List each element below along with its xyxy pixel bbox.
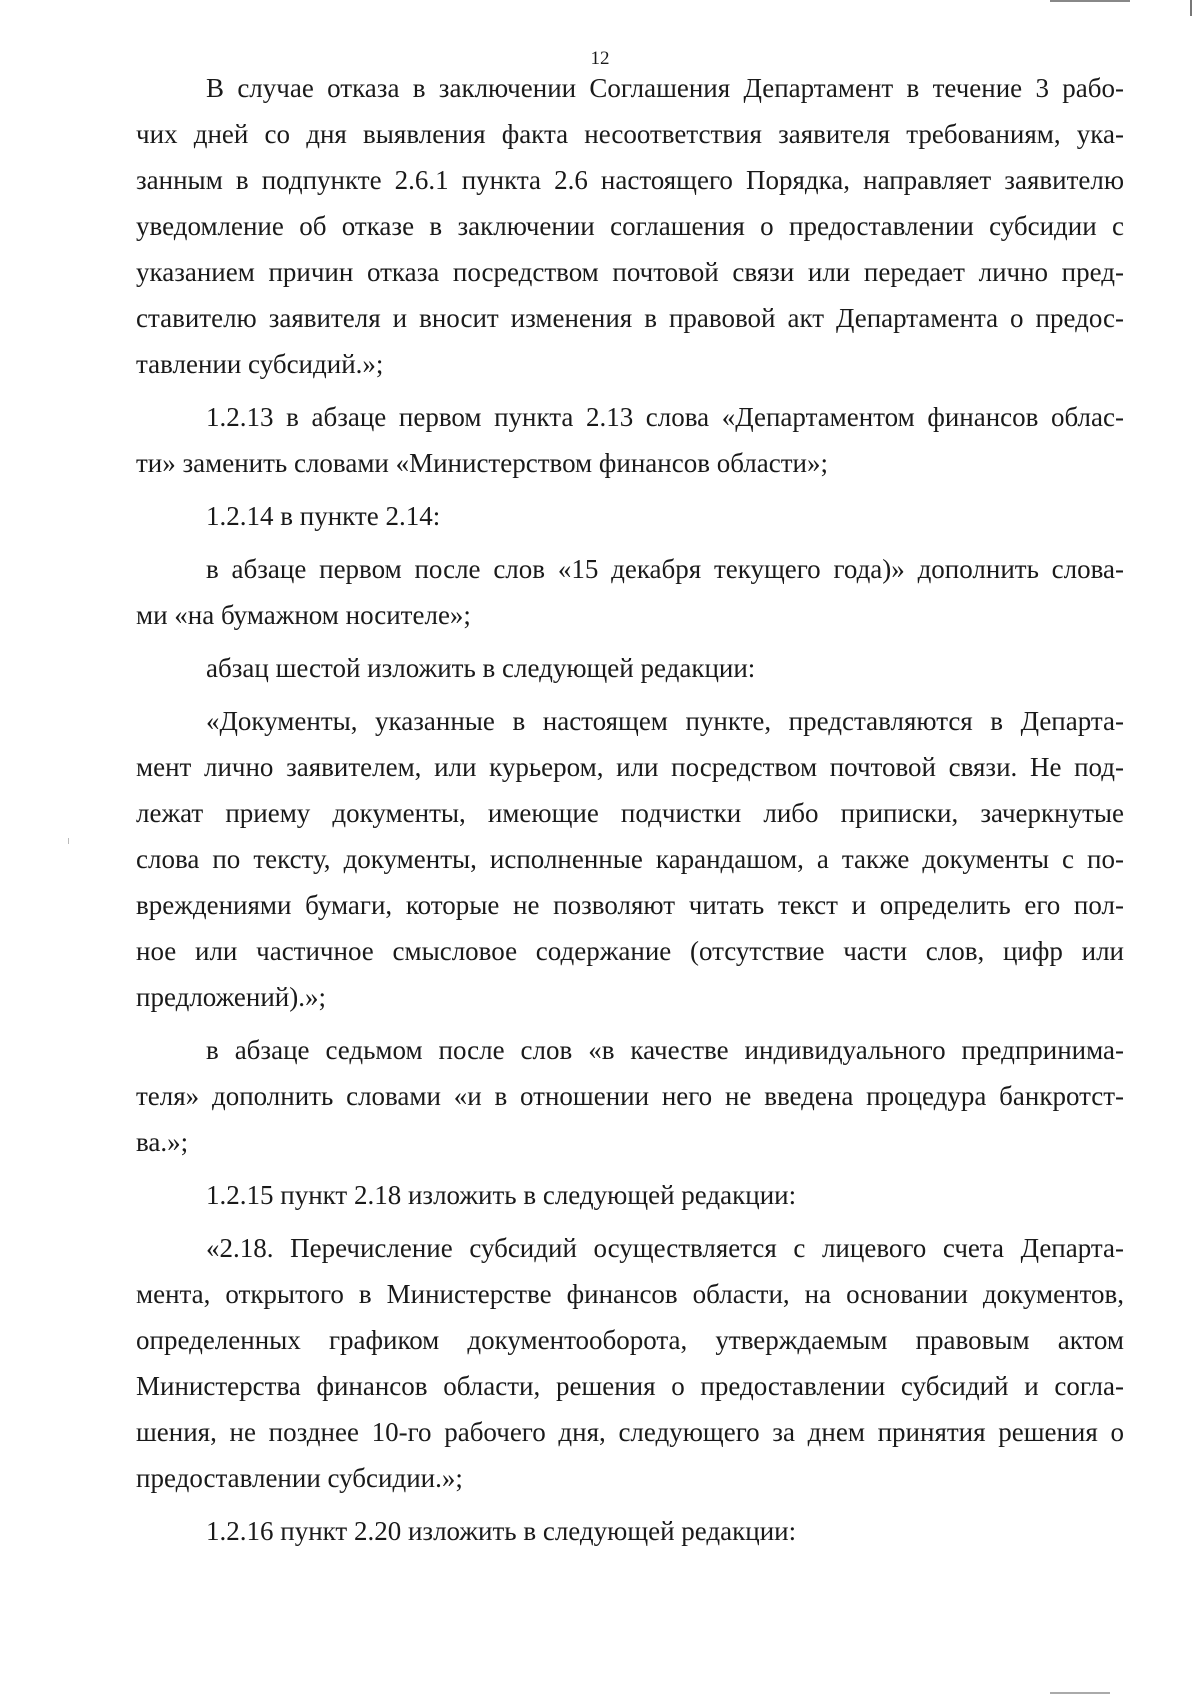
text-line: 1.2.15 пункт 2.18 изложить в следующей редакции: <box>206 1180 797 1210</box>
text-line: тавлении субсидий.»; <box>136 349 384 379</box>
text-line: лежат приему документы, имеющие подчистки либо приписки, зачеркнутые <box>136 798 1124 828</box>
text-line: мента, открытого в Министерстве финансов области, на основании документов, <box>136 1279 1124 1309</box>
text-line: мент лично заявителем, или курьером, или посредством почтовой связи. Не под- <box>136 752 1124 782</box>
text-line: ти» заменить словами «Министерством финансов области»; <box>136 448 828 478</box>
text-line: «2.18. Перечисление субсидий осуществляется с лицевого счета Департа- <box>206 1233 1124 1263</box>
text-line: шения, не позднее 10-го рабочего дня, следующего за днем принятия решения о <box>136 1417 1124 1447</box>
text-line: в абзаце первом после слов «15 декабря текущего года)» дополнить слова- <box>206 554 1124 584</box>
text-line: чих дней со дня выявления факта несоответствия заявителя требованиям, ука- <box>136 119 1124 149</box>
text-line: 1.2.14 в пункте 2.14: <box>206 501 441 531</box>
text-line: слова по тексту, документы, исполненные карандашом, а также документы с по- <box>136 844 1124 874</box>
page-number: 12 <box>590 48 610 69</box>
text-line: уведомление об отказе в заключении соглашения о предоставлении субсидии с <box>136 211 1124 241</box>
text-line: абзац шестой изложить в следующей редакции: <box>206 653 756 683</box>
text-line: теля» дополнить словами «и в отношении него не введена процедура банкротст- <box>136 1081 1124 1111</box>
text-line: вреждениями бумаги, которые не позволяют читать текст и определить его пол- <box>136 890 1124 920</box>
text-line: ставителю заявителя и вносит изменения в правовой акт Департамента о предос- <box>136 303 1124 333</box>
text-line: предложений).»; <box>136 982 326 1012</box>
text-line: в абзаце седьмом после слов «в качестве индивидуального предпринима- <box>206 1035 1124 1065</box>
text-line: ми «на бумажном носителе»; <box>136 600 471 630</box>
text-line: определенных графиком документооборота, утверждаемым правовым актом <box>136 1325 1124 1355</box>
text-line: Министерства финансов области, решения о предоставлении субсидий и согла- <box>136 1371 1124 1401</box>
text-line: 1.2.13 в абзаце первом пункта 2.13 слова «Департаментом финансов облас- <box>206 402 1124 432</box>
text-line: 1.2.16 пункт 2.20 изложить в следующей редакции: <box>206 1516 797 1546</box>
text-line: указанием причин отказа посредством почтовой связи или передает лично пред- <box>136 257 1124 287</box>
text-line: В случае отказа в заключении Соглашения Департамент в течение 3 рабо- <box>206 73 1124 103</box>
text-line: занным в подпункте 2.6.1 пункта 2.6 настоящего Порядка, направляет заявителю <box>136 165 1124 195</box>
text-line: «Документы, указанные в настоящем пункте, представляются в Департа- <box>206 706 1124 736</box>
text-line: предоставлении субсидии.»; <box>136 1463 463 1493</box>
text-line: ное или частичное смысловое содержание (отсутствие части слов, цифр или <box>136 936 1124 966</box>
text-line: ва.»; <box>136 1127 189 1157</box>
